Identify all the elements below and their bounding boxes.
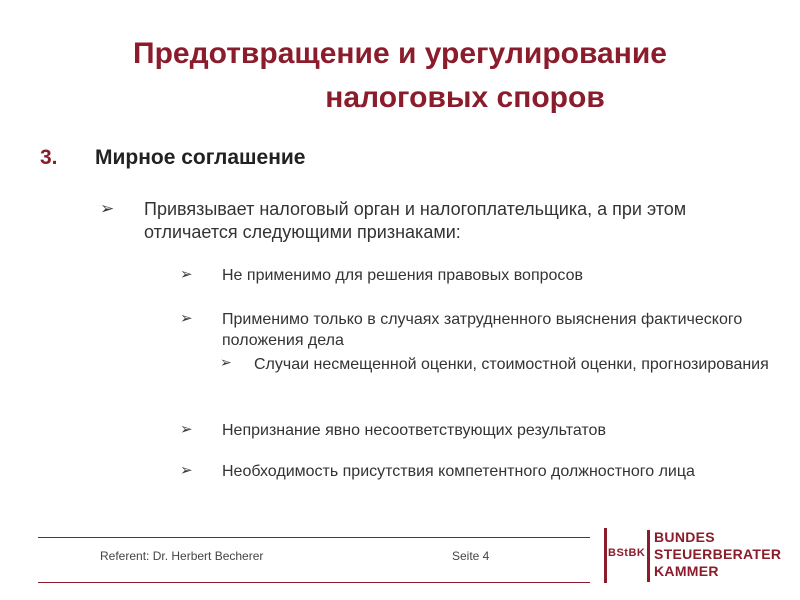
logo-line-1: BUNDES (654, 529, 715, 545)
logo-abbreviation: BStBK (608, 547, 646, 559)
footer-page-number: Seite 4 (452, 549, 490, 563)
bullet-sub-2-1-text: Случаи несмещенной оценки, стоимостной оценки, прогнозирования (254, 356, 769, 373)
arrow-bullet-icon: ➢ (180, 421, 193, 438)
bullet-sub-4-text: Необходимость присутствия компетентного должностного лица (222, 463, 695, 480)
slide-title-line-2: налоговых споров (325, 81, 605, 114)
bullet-sub-2-text: Применимо только в случаях затрудненного выяснения фактического положения дела (222, 311, 743, 349)
section-title: Мирное соглашение (95, 146, 306, 169)
footer-top-divider (38, 537, 590, 538)
slide-title (0, 32, 800, 120)
logo-line-3: KAMMER (654, 563, 719, 579)
arrow-bullet-icon: ➢ (180, 266, 193, 283)
logo-line-2: STEUERBERATER (654, 546, 782, 562)
section-number: 3. (40, 146, 58, 169)
logo-right-bar (647, 530, 650, 582)
arrow-bullet-icon: ➢ (100, 199, 115, 218)
arrow-bullet-icon: ➢ (220, 354, 232, 370)
bullet-sub-1-text: Не применимо для решения правовых вопросов (222, 267, 583, 284)
bullet-sub-3-text: Непризнание явно несоответствующих результатов (222, 422, 606, 439)
section-heading (40, 146, 305, 170)
footer-referent: Referent: Dr. Herbert Becherer (100, 549, 264, 563)
organization-logo (654, 529, 781, 580)
arrow-bullet-icon: ➢ (180, 462, 193, 479)
bullet-main-text: Привязывает налоговый орган и налогоплательщика, а при этом отличается следующими признаками: (144, 199, 687, 242)
logo-left-bar (604, 528, 607, 583)
footer-bottom-divider (38, 582, 590, 583)
slide-title-line-1: Предотвращение и урегулирование (133, 37, 667, 70)
arrow-bullet-icon: ➢ (180, 310, 193, 327)
